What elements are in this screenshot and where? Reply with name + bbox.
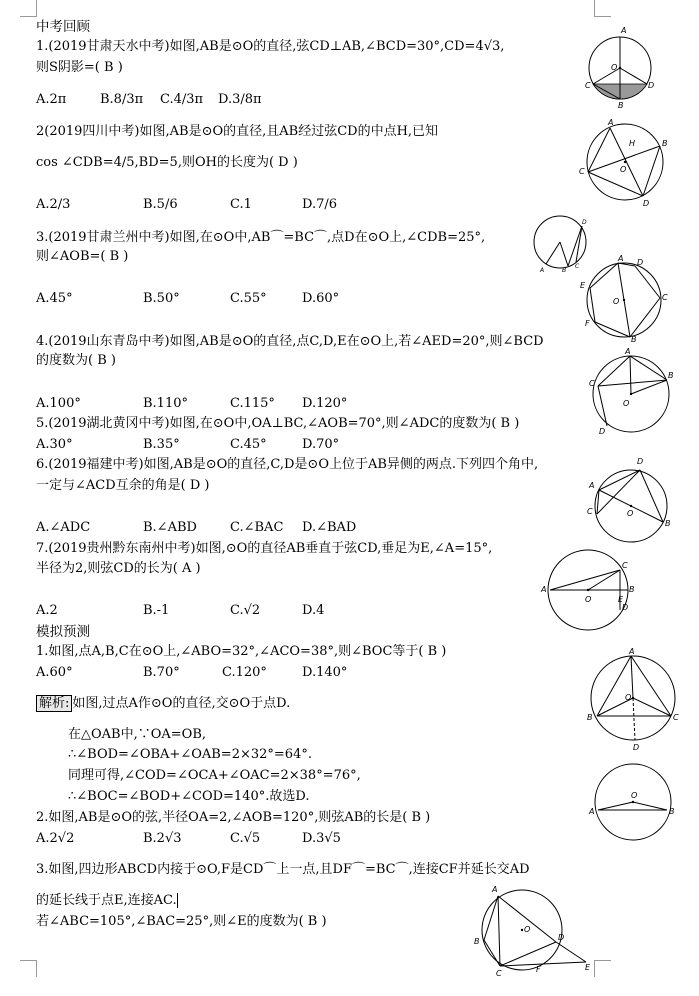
svg-text:A: A <box>541 585 547 594</box>
p3-stem-line1: 3.如图,四边形ABCD内接于⊙O,F是CD⌒上一点,且DF⌒=BC⌒,连接CF并延长交AD <box>36 862 530 877</box>
q3-stem-line1: 3.(2019甘肃兰州中考)如图,在⊙O中,AB⌒=BC⌒,点D在⊙O上,∠CDB=25°, <box>36 230 486 245</box>
q7-option-b: B.-1 <box>143 603 170 618</box>
p2-option-b: B.2√3 <box>143 831 182 846</box>
crop-mark-top-right <box>594 0 611 17</box>
svg-text:C: C <box>585 81 591 90</box>
q2-option-d: D.7/6 <box>302 197 338 212</box>
svg-text:C: C <box>496 969 502 978</box>
p3-stem-line2-text: 的延长线于点E,连接AC. <box>36 893 177 908</box>
q4-option-a: A.100° <box>36 396 81 411</box>
figure-q5 <box>585 348 685 440</box>
svg-text:A: A <box>540 267 545 274</box>
svg-text:E: E <box>618 595 624 604</box>
q4-option-d: D.120° <box>302 396 348 411</box>
q4-option-b: B.110° <box>143 396 188 411</box>
q7-option-c: C.√2 <box>230 603 261 618</box>
svg-text:B: B <box>668 371 674 380</box>
section-title-predict: 模拟预测 <box>36 624 90 640</box>
svg-text:O: O <box>611 63 618 72</box>
q2-option-b: B.5/6 <box>143 197 178 212</box>
svg-text:D: D <box>637 457 644 466</box>
p1-option-c: C.120° <box>222 665 267 680</box>
q5-stem-line1: 5.(2019湖北黄冈中考)如图,在⊙O中,OA⊥BC,∠AOB=70°,则∠ADC的度数为( B ) <box>36 416 520 431</box>
svg-text:D: D <box>582 219 587 226</box>
svg-text:O: O <box>613 297 620 306</box>
q4-stem-line1: 4.(2019山东青岛中考)如图,AB是⊙O的直径,点C,D,E在⊙O上,若∠AED=20°,则∠BCD <box>36 334 544 349</box>
svg-text:H: H <box>629 139 636 148</box>
svg-text:O: O <box>627 509 634 518</box>
p1-solution-line2: 在△OAB中,∵OA=OB, <box>68 727 207 742</box>
svg-text:A: A <box>629 647 635 656</box>
text-cursor <box>177 893 178 908</box>
svg-text:D: D <box>599 427 606 436</box>
q1-option-c: C.4/3π <box>160 92 204 107</box>
q3-option-a: A.45° <box>36 291 73 306</box>
svg-text:D: D <box>622 603 629 612</box>
p1-solution-line3: ∴∠BOD=∠OBA+∠OAB=2×32°=64°. <box>68 747 312 762</box>
svg-text:D: D <box>648 81 655 90</box>
q6-stem-line1: 6.(2019福建中考)如图,AB是⊙O的直径,C,D是⊙O上位于AB异侧的两点.下列四个角中, <box>36 457 539 472</box>
svg-text:O: O <box>631 791 638 800</box>
p1-option-d: D.140° <box>302 665 348 680</box>
svg-text:B: B <box>562 267 567 274</box>
svg-text:O: O <box>623 399 630 408</box>
svg-text:O: O <box>620 165 627 174</box>
q1-option-b: B.8/3π <box>100 92 144 107</box>
crop-mark-bottom-left <box>20 960 37 977</box>
p1-stem-line1: 1.如图,点A,B,C在⊙O上,∠ABO=32°,∠ACO=38°,则∠BOC等于( B ) <box>36 644 447 659</box>
figure-q4 <box>575 252 675 342</box>
q2-option-a: A.2/3 <box>36 197 71 212</box>
q6-option-d: D.∠BAD <box>302 520 357 535</box>
svg-text:E: E <box>580 281 586 290</box>
p2-stem-line1: 2.如图,AB是⊙O的弦,半径OA=2,∠AOB=120°,则弦AB的长是( B ) <box>36 810 431 825</box>
svg-text:B: B <box>587 713 593 722</box>
p2-option-c: C.√5 <box>230 831 261 846</box>
svg-text:C: C <box>662 293 668 302</box>
q7-option-d: D.4 <box>302 603 325 618</box>
svg-text:C: C <box>575 263 580 270</box>
svg-text:O: O <box>585 595 592 604</box>
svg-text:A: A <box>621 26 627 35</box>
svg-text:C: C <box>673 713 679 722</box>
svg-text:C: C <box>587 507 593 516</box>
q1-option-d: D.3/8π <box>218 92 262 107</box>
figure-q7 <box>540 548 640 612</box>
p2-option-a: A.2√2 <box>36 831 75 846</box>
svg-text:A: A <box>618 254 624 263</box>
section-title-review: 中考回顾 <box>36 19 90 35</box>
q5-option-d: D.70° <box>302 437 340 452</box>
q2-option-c: C.1 <box>230 197 252 212</box>
figure-q1 <box>585 22 655 110</box>
svg-text:B: B <box>665 519 671 528</box>
q6-option-b: B.∠ABD <box>143 520 197 535</box>
q5-option-b: B.35° <box>143 437 180 452</box>
figure-p2 <box>585 762 685 842</box>
svg-text:C: C <box>589 379 595 388</box>
svg-text:B: B <box>662 139 668 148</box>
figure-q6 <box>585 456 675 544</box>
q1-stem-line2: 则S阴影=( B ) <box>36 60 123 75</box>
solution-label: 解析: <box>36 695 72 712</box>
p1-solution-line1 <box>36 696 290 712</box>
svg-text:O: O <box>524 925 531 934</box>
svg-text:C: C <box>579 167 585 176</box>
q3-stem-line2: 则∠AOB=( B ) <box>36 249 129 264</box>
q7-option-a: A.2 <box>36 603 58 618</box>
svg-text:B: B <box>474 937 480 946</box>
svg-text:F: F <box>536 965 541 974</box>
p1-option-b: B.70° <box>143 665 180 680</box>
q6-option-a: A.∠ADC <box>36 520 91 535</box>
q7-stem-line1: 7.(2019贵州黔东南州中考)如图,⊙O的直径AB垂直于弦CD,垂足为E,∠A=15°, <box>36 541 493 556</box>
svg-text:A: A <box>625 347 631 356</box>
q6-option-c: C.∠BAC <box>230 520 284 535</box>
figure-p3 <box>470 882 600 978</box>
svg-text:C: C <box>622 561 628 570</box>
crop-mark-top-left <box>20 0 37 17</box>
p1-solution-line4: 同理可得,∠COD=∠OCA+∠OAC=2×38°=76°, <box>68 768 361 783</box>
svg-text:A: A <box>589 807 595 816</box>
p1-option-a: A.60° <box>36 665 73 680</box>
svg-text:B: B <box>669 807 675 816</box>
svg-text:D: D <box>643 199 650 208</box>
q4-stem-line2: 的度数为( B ) <box>36 353 116 368</box>
svg-text:E: E <box>585 963 591 972</box>
svg-text:D: D <box>633 743 640 752</box>
p1-solution-text1: 如图,过点A作⊙O的直径,交⊙O于点D. <box>72 696 291 711</box>
p3-stem-line2 <box>36 893 178 909</box>
q2-stem-line2: cos ∠CDB=4/5,BD=5,则OH的长度为( D ) <box>36 155 298 170</box>
q4-option-c: C.115° <box>230 396 275 411</box>
q7-stem-line2: 半径为2,则弦CD的长为( A ) <box>36 561 201 576</box>
q5-option-c: C.45° <box>230 437 267 452</box>
svg-text:O: O <box>625 693 632 702</box>
figure-q2 <box>575 116 675 208</box>
svg-text:F: F <box>585 319 590 328</box>
svg-text:A: A <box>608 118 614 127</box>
p3-stem-line3: 若∠ABC=105°,∠BAC=25°,则∠E的度数为( B ) <box>36 914 327 929</box>
svg-text:B: B <box>618 101 624 110</box>
q6-stem-line2: 一定与∠ACD互余的角是( D ) <box>36 478 210 493</box>
p1-solution-line5: ∴∠BOC=∠BOD+∠COD=140°.故选D. <box>68 789 310 804</box>
q2-stem-line1: 2(2019四川中考)如图,AB是⊙O的直径,且AB经过弦CD的中点H,已知 <box>36 124 439 139</box>
svg-text:A: A <box>492 885 498 894</box>
svg-text:A: A <box>589 481 595 490</box>
q5-option-a: A.30° <box>36 437 73 452</box>
q3-option-b: B.50° <box>143 291 180 306</box>
q1-option-a: A.2π <box>36 92 67 107</box>
figure-p1 <box>585 646 685 754</box>
svg-text:B: B <box>629 585 635 594</box>
svg-text:D: D <box>637 258 644 267</box>
q1-stem-line1: 1.(2019甘肃天水中考)如图,AB是⊙O的直径,弦CD⊥AB,∠BCD=30°,CD=4√3, <box>36 39 505 54</box>
svg-text:B: B <box>631 335 637 344</box>
p2-option-d: D.3√5 <box>302 831 341 846</box>
q3-option-c: C.55° <box>230 291 267 306</box>
q3-option-d: D.60° <box>302 291 340 306</box>
svg-text:D: D <box>558 933 565 942</box>
